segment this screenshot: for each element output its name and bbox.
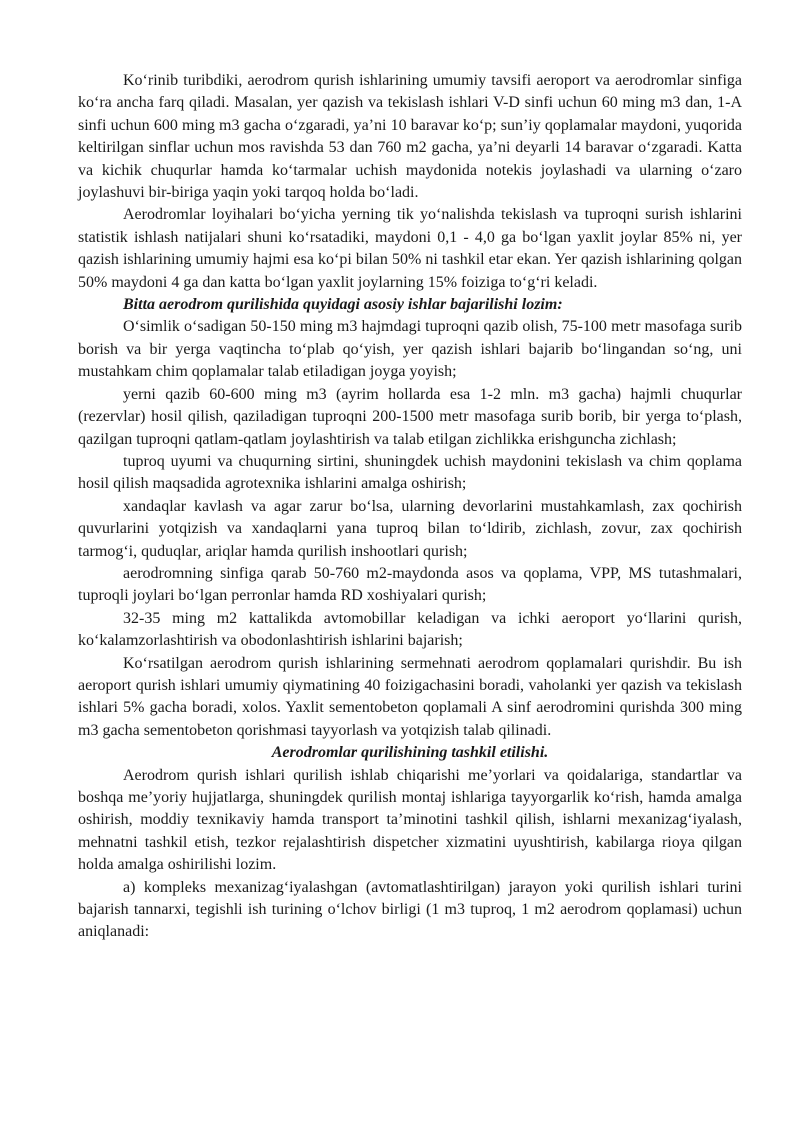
list-item-tuproq-qazish: O‘simlik o‘sadigan 50-150 ming m3 hajmdagi tuproqni qazib olish, 75-100 metr masofaga surib borish va bir yerga vaqtincha to‘plab qo‘yish, yer qazish ishlari bajarib bo‘lingandan so‘ng, uni mustahkam chim qoplamalar talab etiladigan joyga yoyish; <box>78 318 742 381</box>
list-item-qoplama: aerodromning sinfiga qarab 50-760 m2-maydonda asos va qoplama, VPP, MS tutashmalari, tuproqli joylari bo‘lgan perronlar hamda RD xoshiyalari qurish; <box>78 564 742 605</box>
section-heading-tashkil-etilishi: Aerodromlar qurilishining tashkil etilishi. <box>271 744 549 762</box>
paragraph-qurish-qoidalari: Aerodrom qurish ishlari qurilish ishlab chiqarishi me’yorlari va qoidalariga, standartlar va boshqa me’yoriy hujjatlarga, shuningdek qurilish montaj ishlariga tayyorgarlik ko‘rish, hamda amalga oshirish, moddiy texnikaviy hamda transport ta’minotini tashkil qilish, ishlarni mexanizag‘iyalash, mehnatni tashkil etish, tezkor rejalashtirish dispetcher xizmatini uyushtirish, kabilarga rioya qilgan holda amalga oshirilishi lozim. <box>78 766 742 874</box>
paragraph-statistik-ishlash: Aerodromlar loyihalari bo‘yicha yerning tik yo‘nalishda tekislash va tuproqni surish ishlarini statistik ishlash natijalari shuni ko‘rsatadiki, maydoni 0,1 - 4,0 ga bo‘lgan yaxlit joylar 85% ni, yer qazish ishlarining umumiy hajmi esa ko‘pi bilan 50% ni tashkil etar ekan. Yer qazish ishlarining qolgan 50% maydoni 4 ga dan katta bo‘lgan yaxlit joylarning 15% foiziga to‘g‘ri keladi. <box>78 206 742 291</box>
list-item-xandaqlar: xandaqlar kavlash va agar zarur bo‘lsa, ularning devorlarini mustahkamlash, zax qochirish quvurlarini yotqizish va xandaqlarni yana tuproq bilan to‘ldirib, zichlash, zovur, zax qochirish tarmog‘i, quduqlar, ariqlar hamda qurilish inshootlari qurish; <box>78 497 742 560</box>
list-item-chuqurlar: yerni qazib 60-600 ming m3 (ayrim hollarda esa 1-2 mln. m3 gacha) hajmli chuqurlar (rezervlar) hosil qilish, qaziladigan tuproqni 200-1500 metr masofaga surib borib, bir yerga to‘plash, qazilgan tuproqni qatlam-qatlam joylashtirish va talab etilgan zichlikka erishguncha zichlash; <box>78 385 742 448</box>
list-item-agrotexnika: tuproq uyumi va chuqurning sirtini, shuningdek uchish maydonini tekislash va chim qoplama hosil qilish maqsadida agrotexnika ishlarini amalga oshirish; <box>78 452 742 493</box>
paragraph-sermehnat-ishlar: Ko‘rsatilgan aerodrom qurish ishlarining sermehnati aerodrom qoplamalari qurishdir. Bu ish aeroport qurish ishlari umumiy qiymatining 40 foizigachasini boradi, vaholanki yer qazish va tekislash ishlari 5% gacha boradi, xolos. Yaxlit sementobeton qoplamali A sinf aerodromini qurishda 300 ming m3 gacha sementobeton qorishmasi tayyorlash va yotqizish talab qilinadi. <box>78 654 742 739</box>
paragraph-aerodrom-tavsifi: Ko‘rinib turibdiki, aerodrom qurish ishlarining umumiy tavsifi aeroport va aerodromlar sinfiga ko‘ra ancha farq qiladi. Masalan, yer qazish va tekislash ishlari V-D sinfi uchun 60 ming m3 dan, 1-A sinfi uchun 600 ming m3 gacha o‘zgaradi, ya’ni 10 baravar ko‘p; sun’iy qoplamalar maydoni, yuqorida keltirilgan sinflar uchun mos ravishda 53 dan 760 m2 gacha, ya’ni deyarli 14 baravar o‘zgaradi. Katta va kichik chuqurlar hamda ko‘tarmalar uchish maydonida notekis joylashadi va ularning o‘zaro joylashuvi bir-biriga yaqin yoki tarqoq holda bo‘ladi. <box>78 72 742 202</box>
paragraph-tannarx: a) kompleks mexanizag‘iyalashgan (avtomatlashtirilgan) jarayon yoki qurilish ishlari turini bajarish tannarxi, tegishli ish turining o‘lchov birligi (1 m3 tuproq, 1 m2 aerodrom qoplamasi) uchun aniqlanadi: <box>78 878 742 941</box>
section-heading-asosiy-ishlar: Bitta aerodrom qurilishida quyidagi asosiy ishlar bajarilishi lozim: <box>123 296 563 314</box>
list-item-yollar: 32-35 ming m2 kattalikda avtomobillar keladigan va ichki aeroport yo‘llarini qurish, ko‘kalamzorlashtirish va obodonlashtirish ishlarini bajarish; <box>78 609 742 650</box>
